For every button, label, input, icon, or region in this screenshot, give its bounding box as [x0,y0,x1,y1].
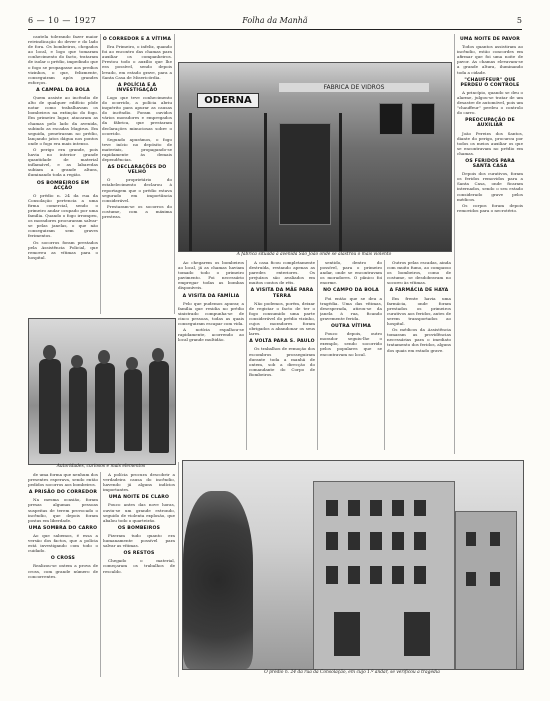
person-figure [95,363,115,453]
factory-photo-caption: A fábrica situada à avenida São João onde se alastrou o mais violento [236,252,392,257]
article-headline: OS FERIDOS PARA SANTA CASA [465,158,515,170]
article-headline: "CHAUFFEUR" QUE PERDEU O CONTROLE [460,77,520,88]
pillar [339,113,342,251]
article-paragraph: Outros pelas escadas, ainda com muito fumo, ao compasso os bombeiros, como de costume, se desdobravam no socorro às vítimas. [387,260,451,286]
person-figure [39,359,61,454]
factory-sign-top: FABRICA DE VIDROS [279,83,429,92]
factory-photo [178,62,452,252]
article-headline: OS RESTOS [123,551,155,557]
building [313,481,455,670]
article-paragraph: Ao chegarem os bombeiros ao local, já as chamas haviam tomado todo o primeiro pavimento. Foi necessário empregar todas as bombas disponíveis. [178,260,244,291]
tree [183,491,253,669]
article-headline: A FARMÁCIA DE HAYA [389,288,449,294]
article-paragraph: Quem assiste ao incêndio de alto de qualquer edifício pôde notar como trabalhavam os bombeiros na extinção do fogo. Em primeiro lugar, atacaram as chamas pelo lado da avenida, subindo as escadas Magirus. Em seguida, penetraram no prédio, lançando jatos dágua nos pontos onde o fogo era mais intenso. [28,95,98,146]
article-paragraph: Não podemos, porém, deixar de registar o facto de ter o fogo consumido uma parte considerável do prédio vizinho, cujos moradores foram obrigados a abandonar os seus lares. [249,300,315,337]
crowd-photo [28,318,176,465]
article-paragraph: Pouco antes das nove horas, ouviu-se um grande estrondo, seguido de violenta explosão, que abalou todo o quarteirão. [103,502,175,523]
article-headline: UMA SOMBRA DO CARRO [28,525,98,531]
article-paragraph: Fizeram tudo quanto era humanamente possível para salvar as vítimas. [103,532,175,549]
article-paragraph: Os trabalhos de remoção dos escombros prosseguiram durante toda a manhã de ontem, sob a direcção do comandante do Corpo de Bombeiros. [249,346,315,377]
person-head [98,350,110,364]
article-paragraph: Todos quantos assistiram ao incêndio, estão concordes em afirmar que foi uma noite de pavor. As chamas elevavam-se a grande altura, iluminando toda a cidade. [457,44,523,75]
article-paragraph: Os médicos da Assistência tomaram as providências necessárias para o imediato tratamento dos feridos, alguns dos quais em estado grave. [387,327,451,353]
article-paragraph: Os socorros foram prestados pela Assistência Policial, que removeu as vítimas para o hospital. [28,239,98,260]
article-paragraph: Na mesma ocasião, foram presas algumas pessoas suspeitas de terem provocado o incêndio, que depois foram postas em liberdade. [28,497,98,523]
article-paragraph: O perigo era grande, pois havia no interior grande quantidade de material inflamável, e as labaredas subiam a grande altura, iluminando toda a região. [28,146,98,178]
article-paragraph: Depois dos curativos, foram os feridos removidos para a Santa Casa, onde ficaram internados, sendo o seu estado considerado grave pelos médicos. [457,171,523,202]
column-divider [317,260,318,450]
article-paragraph: A princípio, quando se deu o alarme, julgou-se tratar de um desastre de automóvel, pois um "chauffeur" perdeu o controlo do carro. [457,89,523,116]
header-rule [28,29,522,30]
door-opening [279,123,331,225]
article-headline: A VISITA DA FAMÍLIA [182,293,240,299]
column-divider [454,34,455,454]
article-headline: O CORREDOR E A VÍTIMA [102,37,172,42]
factory-sign: ODERNA [197,93,259,108]
column-lower-2 [103,472,175,677]
column-3 [178,260,244,450]
column-5 [320,260,382,450]
article-paragraph: de uma forma que nenhum dos presentes esperava, sendo então pedidos socorros aos bombeiros. [28,472,98,488]
window [411,103,435,135]
article-headline: PREOCUPAÇÃO DE AUXILIAR [465,118,515,129]
article-paragraph: Logo que teve conhecimento do ocorrido, a polícia abriu inquérito para apurar as causas do incêndio. Foram ouvidos vários moradores e empregados da fábrica, que prestaram declarações minuciosas sobre o ocorrido. [102,94,172,136]
pillar [264,113,267,251]
article-headline: OUTRA VÍTIMA [330,324,372,330]
column-lower-1 [28,472,98,677]
column-divider [174,34,175,314]
article-paragraph: Em frente havia uma farmácia, onde foram prestados os primeiros curativos aos feridos, antes de serem transportados ao hospital. [387,295,451,327]
crowd-photo-caption: Autoridades, curiosos e mais elementos [56,464,146,469]
column-divider [178,462,179,677]
article-paragraph: Era Primeiro, o infeliz, quando foi ao encontro das chamas para auxiliar os companheiros. Prestou todo o auxílio que lhe era possível, sendo depois levado, em estado grave, para a Santa Casa de Misericórdia. [102,44,172,80]
issue-date: 6 — 10 — 1927 [28,16,97,25]
person-head [43,345,56,360]
building-photo [182,460,524,670]
person-figure [149,361,169,453]
page-number: 5 [516,16,522,25]
article-paragraph: sentido, dentro do possível, para o primeiro andar, onde se encontravam os moradores. O pânico foi enorme. [320,260,382,286]
person-head [126,357,138,370]
page-header [28,14,522,28]
building-photo-caption: O prédio n. 24 da rua da Consolação, em cujo 1.º andar, se verificou a tragédia [264,670,440,675]
person-figure [69,367,87,452]
column-4 [249,260,315,450]
article-paragraph: João Pereira dos Santos, diante do perigo, procurou por todos os meios auxiliar os que se encontravam no prédio em chamas. [457,130,523,156]
article-headline: UMA NOITE DE CLARO [108,495,170,501]
column-6 [387,260,451,450]
article-paragraph: O prédio n. 24 da rua da Consolação pertencia a uma firma comercial, sendo o primeiro andar ocupado por uma família. Quando o fogo irrompeu, os moradores procuraram salvar-se pelas janelas, o que não conseguiram sem graves ferimentos. [28,192,98,239]
article-paragraph: A polícia procura descobrir a verdadeira causa do incêndio, havendo já alguns indícios importantes. [103,472,175,493]
article-paragraph: Prestaram-se os socorros do costume, com a máxima presteza. [102,203,172,219]
article-paragraph: A notícia espalhou-se rapidamente, acorrendo ao local grande multidão. [178,327,244,343]
article-paragraph: Ao que sabemos, é essa a versão dos factos, que a polícia está investigando com todo o cuidado. [28,532,98,554]
article-paragraph: Realizou-se ontem a prova de cross, com grande número de concorrentes. [28,563,98,579]
article-headline: A PRISÃO DO CORREDOR [28,490,98,496]
column-1 [28,34,98,314]
article-paragraph: Pouco depois, outro morador seguiu-lhe o exemplo, sendo socorrido pelos populares que se encontravam no local. [320,331,382,357]
pillar [189,113,192,251]
article-headline: A CAMPAL DA BOLA [36,87,90,93]
article-headline: UMA NOITE DE PAVOR [459,37,521,42]
adjacent-building [455,511,517,670]
article-headline: A POLÍCIA E A INVESTIGAÇÃO [116,82,158,93]
article-headline: NO CAMPO DA BOLA [323,288,379,294]
column-2 [102,34,172,314]
article-paragraph: A casa ficou completamente destruída, restando apenas as paredes exteriores. Os prejuízos são avaliados em muitos contos de réis. [249,260,315,286]
person-figure [124,369,142,451]
person-head [71,355,83,368]
article-headline: A VOLTA PARA S. PAULO [249,339,315,345]
article-headline: A VISITA DA MÃE PARA TERRA [250,288,314,299]
article-paragraph: Pelo que pudemos apurar, a família que residia no prédio sinistrado compunha-se de cinco pessoas, todas as quais conseguiram escapar com vida. [178,300,244,327]
column-divider [384,260,385,450]
column-divider [100,472,101,677]
article-paragraph: Chegado o material, começaram os trabalhos de rescaldo. [103,558,175,574]
article-headline: AS DECLARAÇÕES DO VELHO [107,165,167,176]
column-divider [100,34,101,314]
window [379,103,403,135]
article-paragraph: cautela tolerando fazer maior reivindicação do dever e do lado de fora. Os bombeiros, chegados ao local, e logo que tomaram conhecimento do facto, trataram de isolar o prédio, impedindo que o fogo se propagasse aos predios vizinhos, o que, felizmente, conseguiram após grandes esforços. [28,34,98,85]
masthead: Folha da Manhã [242,16,308,25]
article-paragraph: Segundo apurámos, o fogo teve início no depósito de materiais, propagando-se rapidamente às demais dependências. [102,136,172,163]
article-paragraph: Foi então que se deu a tragédia. Uma das vítimas, desesperada, atirou-se da janela à rua, ficando gravemente ferida. [320,295,382,321]
article-paragraph: Os corpos foram depois removidos para o necrotério. [457,202,523,213]
article-headline: O CROSS [50,556,76,562]
column-7 [457,34,523,454]
article-headline: OS BOMBEIROS [117,525,161,531]
article-headline: OS BOMBEIROS EM ACÇÃO [36,180,90,191]
article-paragraph: O proprietário do estabelecimento declarou à reportagem que o prédio estava segurado em importância considerável. [102,177,172,203]
column-divider [246,260,247,450]
person-head [152,348,164,362]
